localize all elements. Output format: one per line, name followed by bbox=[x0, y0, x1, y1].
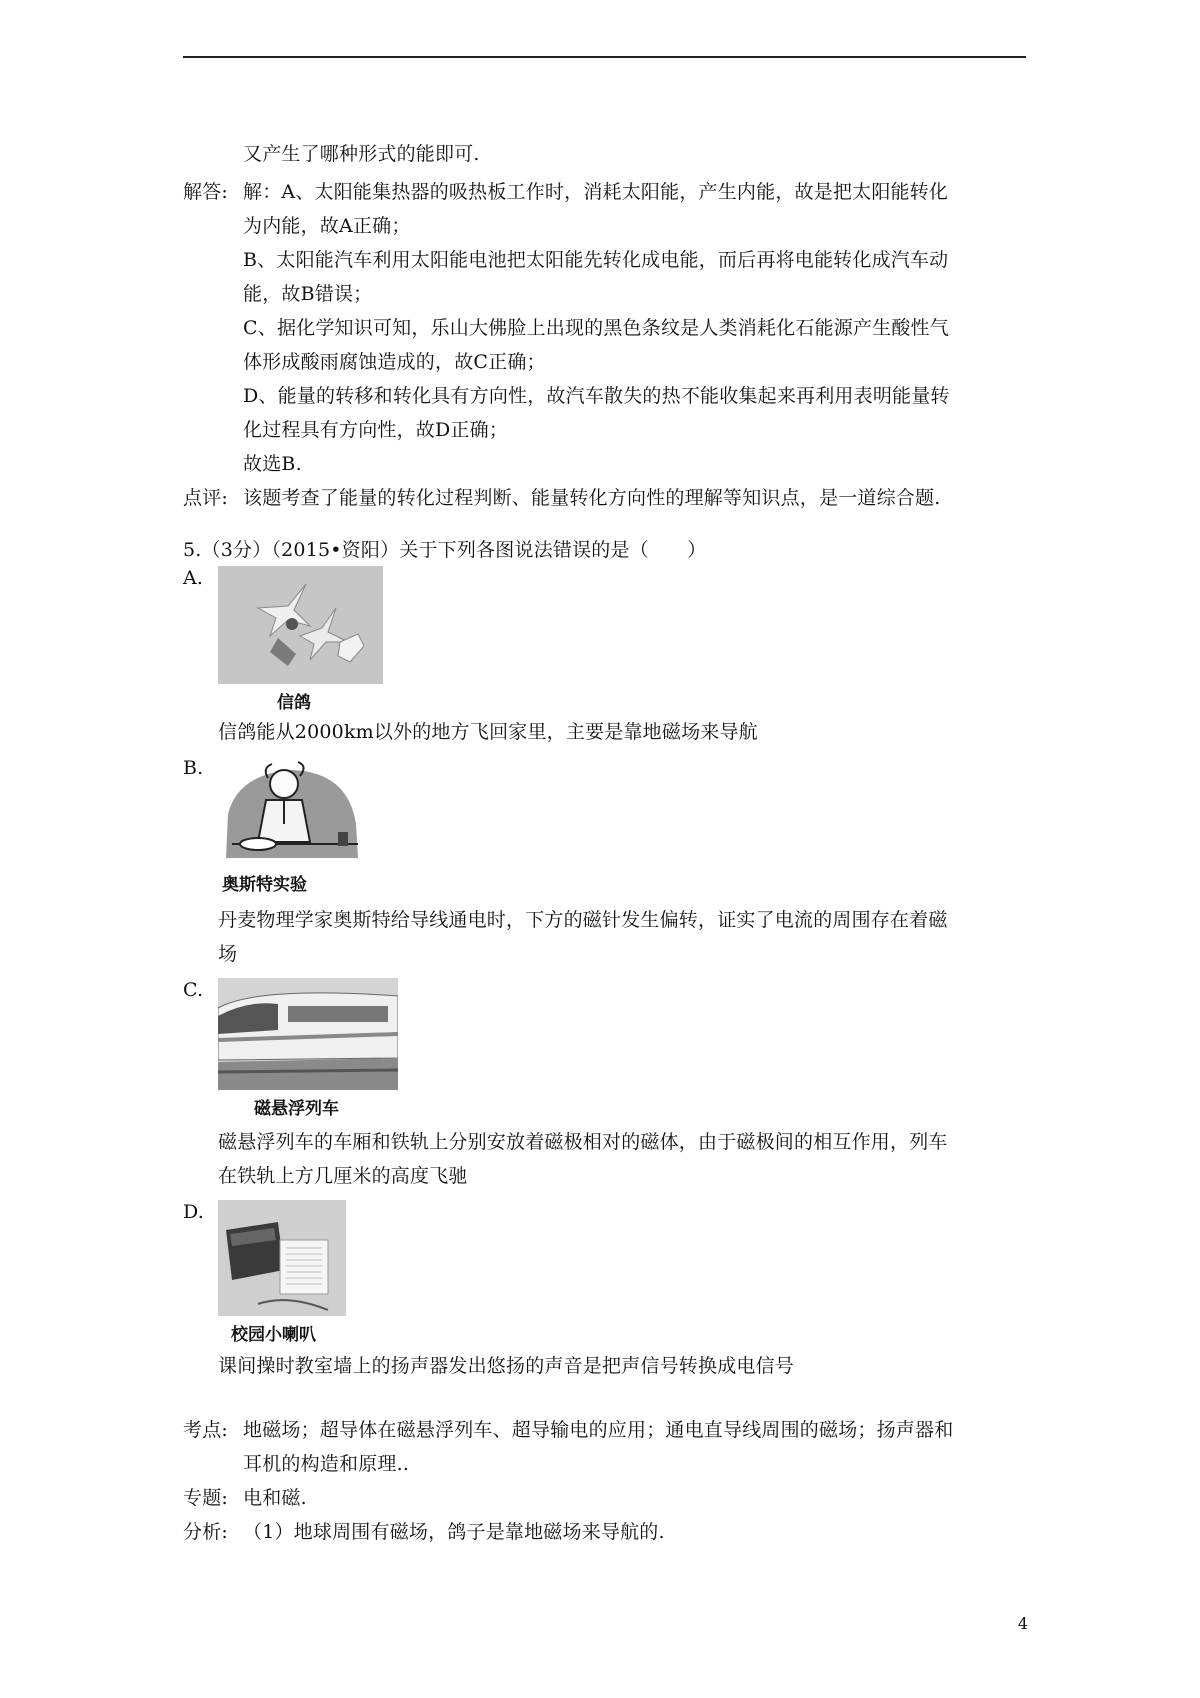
kaodian-text: 耳机的构造和原理.. bbox=[243, 1453, 410, 1475]
option-a-label: A. bbox=[183, 567, 204, 589]
maglev-train-image bbox=[218, 978, 398, 1090]
option-b-text: 丹麦物理学家奥斯特给导线通电时，下方的磁针发生偏转，证实了电流的周围存在着磁 bbox=[218, 909, 948, 931]
pigeon-image bbox=[218, 566, 383, 684]
answer-line: 化过程具有方向性，故D正确； bbox=[243, 419, 509, 441]
option-a-caption: 信鸽 bbox=[277, 693, 311, 713]
comment-label: 点评: bbox=[183, 487, 229, 509]
solution-continuation: 又产生了哪种形式的能即可. bbox=[243, 143, 480, 165]
option-d-caption: 校园小喇叭 bbox=[231, 1325, 316, 1345]
comment-text: 该题考查了能量的转化过程判断、能量转化方向性的理解等知识点，是一道综合题. bbox=[243, 487, 941, 509]
option-c-label: C. bbox=[183, 979, 204, 1001]
answer-line: 故选B. bbox=[243, 453, 302, 475]
kaodian-text: 地磁场；超导体在磁悬浮列车、超导输电的应用；通电直导线周围的磁场；扬声器和 bbox=[243, 1419, 954, 1441]
option-d-text: 课间操时教室墙上的扬声器发出悠扬的声音是把声信号转换成电信号 bbox=[218, 1355, 795, 1377]
header-rule bbox=[183, 56, 1026, 58]
answer-line: D、能量的转移和转化具有方向性，故汽车散失的热不能收集起来再利用表明能量转 bbox=[243, 385, 950, 407]
answer-line: C、据化学知识可知，乐山大佛脸上出现的黑色条纹是人类消耗化石能源产生酸性气 bbox=[243, 317, 949, 339]
school-speaker-image bbox=[218, 1200, 346, 1316]
zhuanti-label: 专题: bbox=[183, 1487, 229, 1509]
answer-line: B、太阳能汽车利用太阳能电池把太阳能先转化成电能，而后再将电能转化成汽车动 bbox=[243, 249, 949, 271]
answer-line: 为内能，故A正确； bbox=[243, 215, 411, 237]
option-b-text: 场 bbox=[218, 943, 238, 965]
fenxi-label: 分析: bbox=[183, 1521, 229, 1543]
page-number: 4 bbox=[1017, 1614, 1028, 1633]
option-b-label: B. bbox=[183, 757, 204, 779]
option-c-text: 磁悬浮列车的车厢和铁轨上分别安放着磁极相对的磁体，由于磁极间的相互作用，列车 bbox=[218, 1131, 948, 1153]
option-c-caption: 磁悬浮列车 bbox=[254, 1099, 339, 1119]
zhuanti-text: 电和磁. bbox=[243, 1487, 307, 1509]
question-stem: 5.（3分）（2015•资阳）关于下列各图说法错误的是（ ） bbox=[183, 539, 707, 561]
fenxi-text: （1）地球周围有磁场，鸽子是靠地磁场来导航的. bbox=[243, 1521, 665, 1543]
answer-line: 能，故B错误； bbox=[243, 283, 373, 305]
option-c-text: 在铁轨上方几厘米的高度飞驰 bbox=[218, 1165, 468, 1187]
answer-line: 体形成酸雨腐蚀造成的，故C正确； bbox=[243, 351, 546, 373]
answer-line: 解：A、太阳能集热器的吸热板工作时，消耗太阳能，产生内能，故是把太阳能转化 bbox=[243, 181, 949, 203]
option-b-caption: 奥斯特实验 bbox=[222, 875, 307, 895]
kaodian-label: 考点: bbox=[183, 1419, 229, 1441]
oersted-experiment-image bbox=[218, 754, 366, 866]
option-d-label: D. bbox=[183, 1201, 204, 1223]
option-a-text: 信鸽能从2000km以外的地方飞回家里，主要是靠地磁场来导航 bbox=[218, 721, 758, 743]
answer-label: 解答: bbox=[183, 181, 229, 203]
